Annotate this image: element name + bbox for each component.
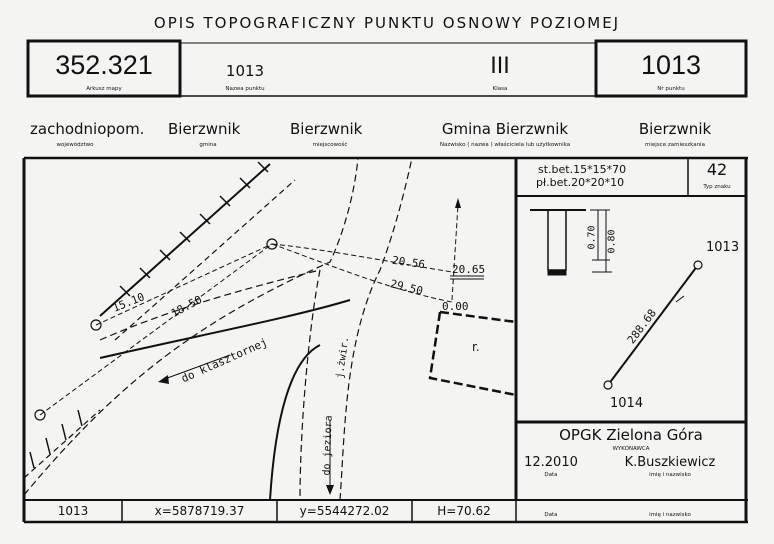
mark-stone: st.bet.15*15*70: [538, 163, 627, 176]
building-label: r.: [472, 340, 480, 354]
distance-20-65: 20.65: [452, 263, 486, 276]
class-caption: Klasa: [492, 86, 508, 92]
page-title: OPIS TOPOGRAFICZNY PUNKTU OSNOWY POZIOMEJ: [153, 14, 621, 32]
point-name-caption: Nazwa punktu: [225, 86, 265, 92]
contractor-caption: WYKONAWCA: [612, 446, 650, 452]
contractor-date: 12.2010: [524, 455, 578, 470]
distance-20-56: 20.56: [391, 253, 426, 272]
voivodeship: zachodniopom.: [30, 120, 145, 138]
orientation-sketch: [604, 261, 702, 389]
footer-name-caption: imię i nazwisko: [649, 512, 691, 518]
distance-0-00: 0.00: [442, 300, 469, 313]
distance-15-10: 15.10: [110, 290, 147, 315]
footer-x: x=5878719.37: [154, 504, 245, 518]
gravel-label: j.żwir.: [334, 335, 352, 380]
depth-070: 0.70: [586, 225, 598, 250]
road-label-jeziora: do jeziora: [321, 415, 335, 476]
contractor-name: OPGK Zielona Góra: [559, 426, 703, 444]
orientation-distance: 288.68: [624, 306, 660, 347]
distance-18-50: 18.50: [168, 292, 205, 321]
point-number-caption: Nr punktu: [657, 86, 685, 92]
commune-caption: gmina: [199, 142, 217, 148]
point-name: 1013: [225, 62, 265, 80]
owner-caption: Nazwisko ( nazwa ) właściciela lub użytkownika: [439, 142, 571, 148]
footer-point: 1013: [57, 504, 89, 518]
footer-y: y=5544272.02: [299, 504, 390, 518]
residence: Bierzwnik: [638, 120, 712, 138]
sketch-map: [24, 158, 516, 500]
mark-type: 42: [706, 160, 728, 179]
voivodeship-caption: województwo: [56, 142, 94, 148]
footer-date-caption: Data: [544, 512, 558, 518]
footer-h: H=70.62: [437, 504, 491, 518]
mark-cross-section: [530, 210, 612, 275]
orientation-from: 1013: [706, 240, 740, 255]
point-number: 1013: [640, 50, 702, 80]
locality-caption: miejscowość: [312, 142, 348, 148]
contractor-person: K.Buszkiewicz: [624, 455, 716, 470]
sheet-caption: Arkusz mapy: [86, 86, 122, 92]
road-label-klasztorne: do klasztornej: [179, 335, 270, 386]
locality: Bierzwnik: [290, 120, 363, 138]
orientation-to: 1014: [610, 396, 644, 411]
commune: Bierzwnik: [168, 120, 241, 138]
contractor-date-caption: Data: [544, 472, 558, 478]
owner: Gmina Bierzwnik: [441, 120, 569, 138]
residence-caption: miejsce zamieszkania: [645, 142, 705, 148]
point-class: III: [490, 54, 510, 79]
mark-plate: pł.bet.20*20*10: [536, 176, 625, 189]
sheet-number: 352.321: [55, 50, 153, 80]
distance-29-50: 29.50: [388, 277, 425, 298]
depth-080: 0.80: [606, 229, 618, 254]
mark-type-caption: Typ znaku: [703, 184, 731, 190]
contractor-person-caption: imię i nazwisko: [649, 472, 691, 478]
